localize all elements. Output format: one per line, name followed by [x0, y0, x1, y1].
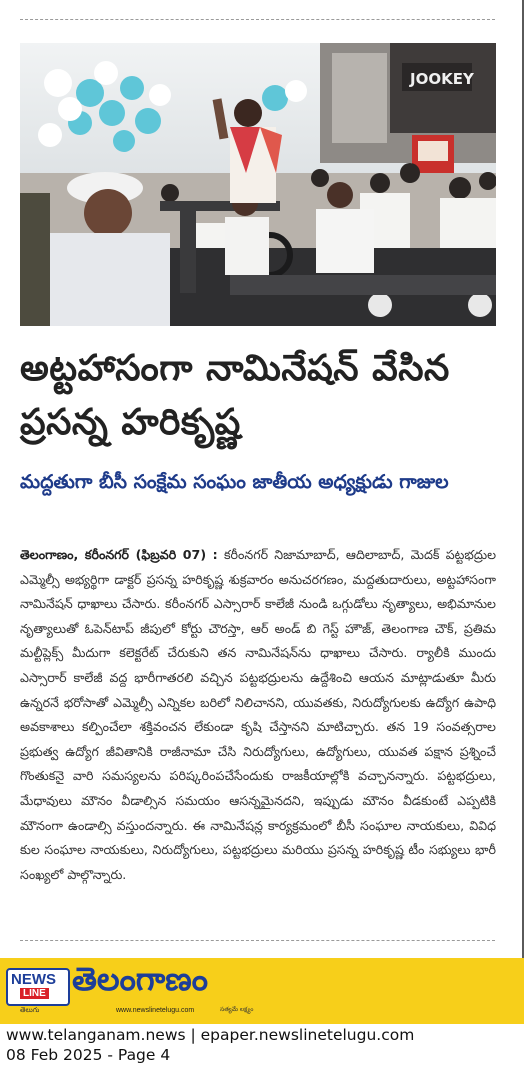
logo-line-subtext: తెలుగు	[20, 1006, 40, 1014]
article-headline: అట్టహాసంగా నామినేషన్ వేసిన ప్రసన్న హరికృష్ణ	[20, 348, 450, 443]
masthead-title: తెలంగాణం	[72, 960, 208, 998]
masthead-url: www.newslinetelugu.com	[116, 1007, 195, 1014]
article-body-text: కరీంనగర్ నిజామాబాద్, ఆదిలాబాద్, మెదక్ పట్టభద్రుల ఎమ్మెల్సీ అభ్యర్థిగా డాక్టర్ ప్రసన్న హరికృష్ణ శుక్రవారం అనుచరగణం, మద్దతుదారులు, అట్టహాసంగా నామినేషన్ ధాఖాలు చేసారు. కరీంనగర్ ఎస్సారార్ కాలేజీ నుండి ఒగ్గుడోలు నృత్యాలు, అభిమానుల నృత్యాలుతో ఓపెన్‌టాప్ జీపులో కోర్టు చౌరస్తా, ఆర్ అండ్ బి గెస్ట్ హౌజ్, తెలంగాణ చౌక్, ప్రతిమ మల్టీప్లెక్స్ మీదుగా కలెక్టరేట్ చేరుకుని తన నామినేషన్‌ను ధాఖాలు చేసారు. ర్యాలీకి ముందు ఎస్సారార్ కాలేజీ వద్ద భారీగాతరలి వచ్చిన పట్టభద్రులను ఉద్దేశించి ఆయన మాట్లాడుతూ మీరు ఉన్నరనే భరోసాతో ఎమ్మెల్సీ ఎన్నికల బరిలో నిలిచానని, యువతకు, నిరుద్యోగులకు ఉద్యోగ ఉపాధి అవకాశాలు కల్పించేలా శక్తివంచన లేకుండా కృషి చేస్తానని మాటిచ్చారు. తన 19 సంవత్సరాల ప్రభుత్వ ఉద్యోగ జీవితానికి రాజీనామా చేసి నిరుద్యోగులు, ఉద్యోగులు, యువత పక్షాన ప్రశ్నించే గొంతుకనై వారి సమస్యలను పరిష్కరింపచేసేందుకు రాజకీయాల్లోకి వచ్చానన్నారు. పట్టభద్రులు, మేధావులు మౌనం వీడాల్సిన సమయం ఆసన్నమైనదని, ఇప్పుడు మౌనం వీడకుంటే ఎప్పటికి మౌనంగా ఉండాల్సి వస్తుందన్నారు. ఈ నామినేషన్ల కార్యక్రమంలో బీసీ సంఘాల నాయకులు, వివిధ కుల సంఘాల నాయకులు, నిరుద్యోగులు, పట్టభద్రులు మరియు ప్రసన్న హరికృష్ణ టీం సభ్యులు భారీ సంఖ్యలో పాల్గొన్నారు.	[20, 547, 497, 882]
article-subheadline: మద్దతుగా బీసీ సంక్షేమ సంఘం జాతీయ అధ్యక్షుడు గాజుల	[20, 471, 449, 493]
shop-sign-text: JOOKEY	[410, 70, 474, 88]
bottom-dashed-divider	[20, 940, 495, 941]
masthead-banner	[0, 958, 524, 1024]
logo-line-text: LINE	[20, 988, 49, 999]
article-dateline: తెలంగాణం, కరీంనగర్ (ఫిబ్రవరి 07) :	[20, 547, 218, 562]
article-photo	[20, 43, 496, 326]
footer-sites: www.telanganam.news | epaper.newslinetelugu.com	[6, 1026, 415, 1044]
footer-date-page: 08 Feb 2025 - Page 4	[6, 1046, 171, 1064]
article-body	[20, 543, 496, 887]
newsline-logo	[6, 968, 70, 1006]
masthead-tagline: సత్యమే లక్ష్యం	[220, 1006, 254, 1013]
logo-news-text: NEWS	[11, 971, 56, 988]
top-dashed-divider	[20, 19, 495, 20]
